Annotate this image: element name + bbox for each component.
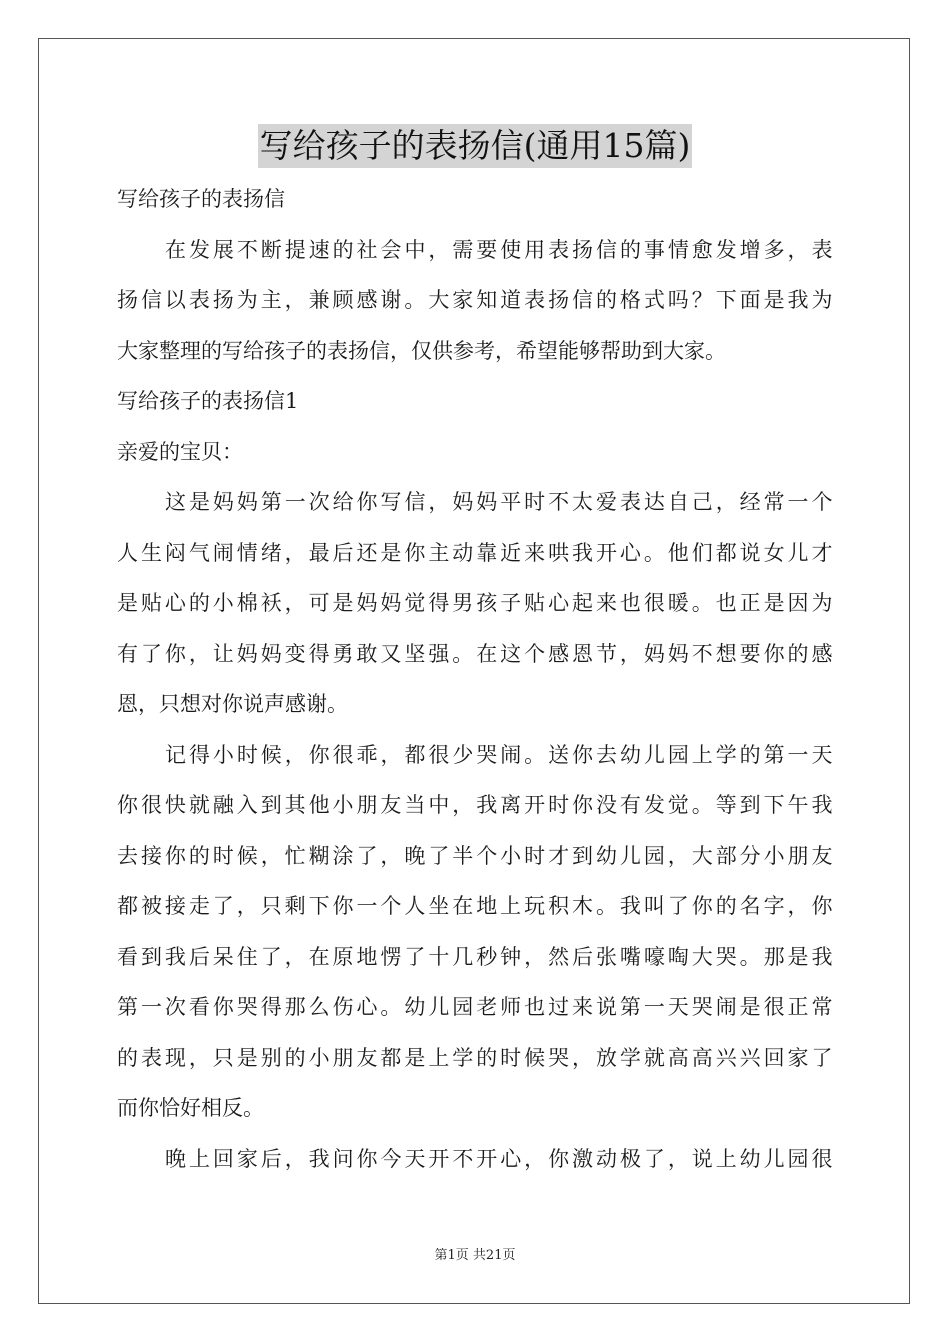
paragraph-line: 看到我后呆住了，在原地愣了十几秒钟，然后张嘴嚎啕大哭。那是我 <box>117 944 833 969</box>
paragraph-line: 记得小时候，你很乖，都很少哭闹。送你去幼儿园上学的第一天 <box>165 742 833 767</box>
title-container <box>0 124 950 168</box>
paragraph-line: 恩，只想对你说声感谢。 <box>117 692 348 716</box>
paragraph-line: 扬信以表扬为主，兼顾感谢。大家知道表扬信的格式吗？下面是我为 <box>117 288 833 312</box>
salutation: 亲爱的宝贝： <box>117 439 243 464</box>
paragraph-line: 大家整理的写给孩子的表扬信，仅供参考，希望能够帮助到大家。 <box>117 338 726 363</box>
paragraph-line: 是贴心的小棉袄，可是妈妈觉得男孩子贴心起来也很暖。也正是因为 <box>117 591 833 615</box>
paragraph-line: 有了你，让妈妈变得勇敢又坚强。在这个感恩节，妈妈不想要你的感 <box>117 641 833 666</box>
paragraph-line: 人生闷气闹情绪，最后还是你主动靠近来哄我开心。他们都说女儿才 <box>117 540 833 565</box>
paragraph-line: 而你恰好相反。 <box>117 1096 264 1120</box>
page-number: 第1页 共21页 <box>434 1248 516 1263</box>
section-heading: 写给孩子的表扬信 <box>117 187 285 211</box>
document-body <box>117 174 833 1184</box>
section-heading: 写给孩子的表扬信1 <box>117 389 299 413</box>
paragraph-line: 在发展不断提速的社会中，需要使用表扬信的事情愈发增多，表 <box>165 237 833 262</box>
paragraph-line: 都被接走了，只剩下你一个人坐在地上玩积木。我叫了你的名字，你 <box>117 894 833 918</box>
paragraph-line: 你很快就融入到其他小朋友当中，我离开时你没有发觉。等到下午我 <box>117 793 833 817</box>
paragraph-line: 晚上回家后，我问你今天开不开心，你激动极了，说上幼儿园很 <box>165 1146 833 1171</box>
document-title: 写给孩子的表扬信(通用15篇) <box>258 124 693 168</box>
page-footer <box>0 1244 950 1263</box>
paragraph-line: 这是妈妈第一次给你写信，妈妈平时不太爱表达自己，经常一个 <box>165 490 833 514</box>
paragraph-line: 第一次看你哭得那么伤心。幼儿园老师也过来说第一天哭闹是很正常 <box>117 995 833 1019</box>
paragraph-line: 去接你的时候，忙糊涂了，晚了半个小时才到幼儿园，大部分小朋友 <box>117 843 833 868</box>
paragraph-line: 的表现，只是别的小朋友都是上学的时候哭，放学就高高兴兴回家了 <box>117 1045 833 1070</box>
